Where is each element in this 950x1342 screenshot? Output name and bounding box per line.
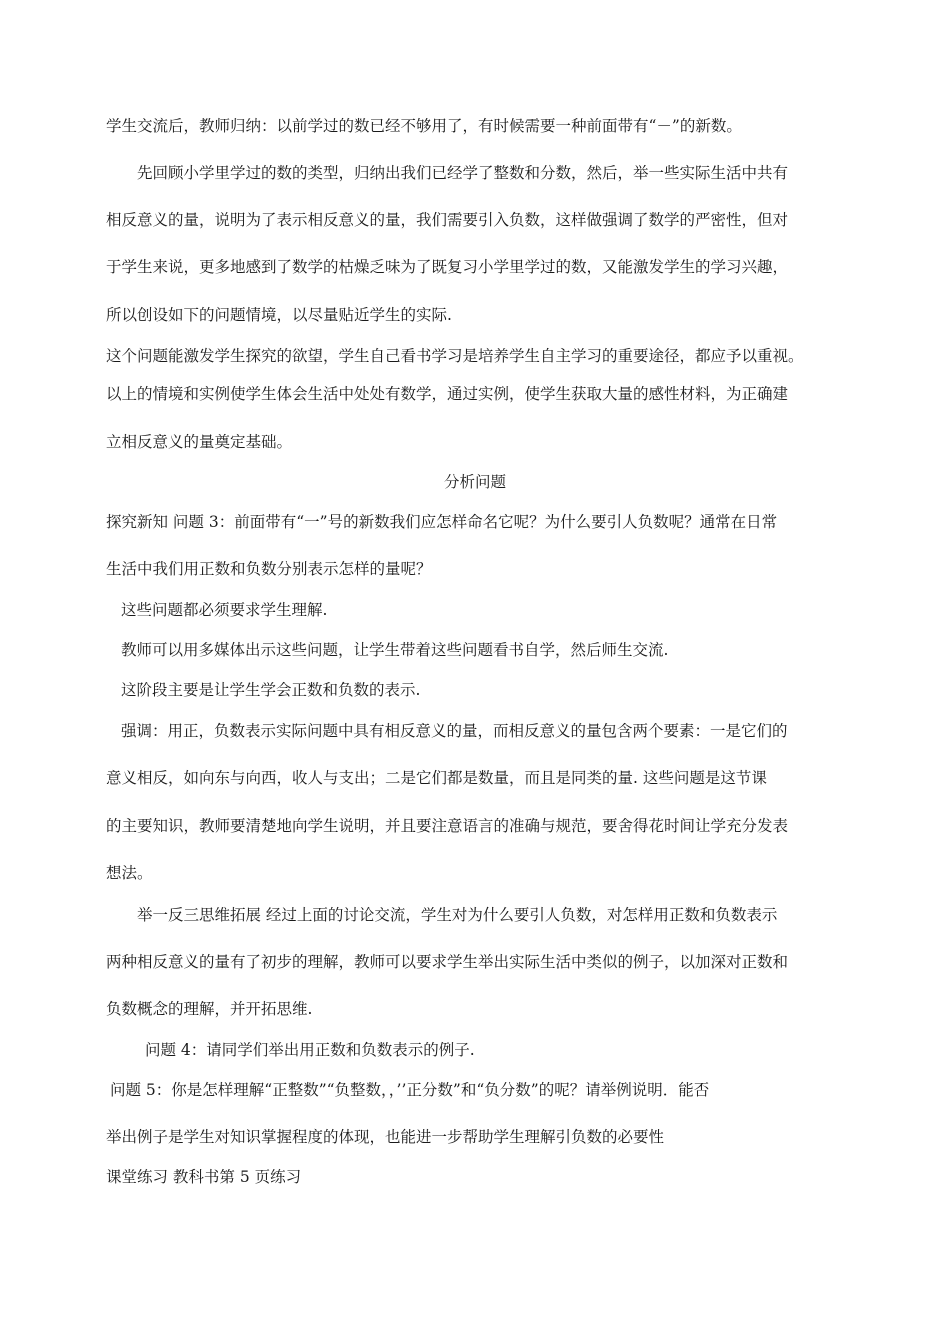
text-line: 于学生来说，更多地感到了数学的枯燥乏味为了既复习小学里学过的数，又能激发学生的学习兴趣， — [106, 258, 789, 276]
text-line: 生活中我们用正数和负数分别表示怎样的量呢？ — [106, 560, 432, 578]
text-line: 的主要知识，教师要清楚地向学生说明，并且要注意语言的准确与规范，要舍得花时间让学充分发表 — [106, 817, 789, 835]
text-line: 学生交流后，教师归纳：以前学过的数已经不够用了，有时候需要一种前面带有“－”的新数。 — [106, 117, 742, 135]
text-line: 先回顾小学里学过的数的类型，归纳出我们已经学了整数和分数，然后，举一些实际生活中共有 — [137, 164, 789, 182]
text-line: 举出例子是学生对知识掌握程度的体现，也能进一步帮助学生理解引负数的必要性 — [106, 1128, 665, 1146]
text-line: 所以创设如下的问题情境，以尽量贴近学生的实际. — [106, 306, 452, 324]
text-line: 强调：用正，负数表示实际问题中具有相反意义的量，而相反意义的量包含两个要素：一是它们的 — [121, 722, 788, 740]
text-line: 教师可以用多媒体出示这些问题，让学生带着这些问题看书自学，然后师生交流. — [121, 641, 669, 659]
text-line: 课堂练习 教科书第 5 页练习 — [106, 1168, 302, 1186]
text-line: 这阶段主要是让学生学会正数和负数的表示. — [121, 681, 421, 699]
text-line: 两种相反意义的量有了初步的理解，教师可以要求学生举出实际生活中类似的例子，以加深对正数和 — [106, 953, 789, 971]
text-line: 相反意义的量，说明为了表示相反意义的量，我们需要引入负数，这样做强调了数学的严密性，但对 — [106, 211, 789, 229]
text-line: 以上的情境和实例使学生体会生活中处处有数学，通过实例，使学生获取大量的感性材料，为正确建 — [106, 385, 789, 403]
section-heading: 分析问题 — [443, 473, 506, 491]
text-line: 问题 4：请同学们举出用正数和负数表示的例子. — [145, 1041, 475, 1059]
text-line: 意义相反，如向东与向西，收人与支出；二是它们都是数量，而且是同类的量. 这些问题是这节课 — [106, 769, 767, 787]
text-line: 举一反三思维拓展 经过上面的讨论交流，学生对为什么要引人负数，对怎样用正数和负数表示 — [137, 906, 778, 924]
text-line: 问题 5：你是怎样理解“正整数”“负整数，，’’正分数”和“负分数”的呢？请举例说明．能否 — [110, 1081, 710, 1099]
text-line: 想法。 — [106, 864, 153, 882]
text-line: 负数概念的理解，并开拓思维. — [106, 1000, 313, 1018]
text-line: 立相反意义的量奠定基础。 — [106, 433, 293, 451]
text-line: 这些问题都必须要求学生理解. — [121, 601, 328, 619]
text-line: 这个问题能激发学生探究的欲望，学生自己看书学习是培养学生自主学习的重要途径，都应予以重视。 — [106, 347, 804, 365]
text-line: 探究新知 问题 3：前面带有“一”号的新数我们应怎样命名它呢？为什么要引人负数呢？通常在日常 — [106, 513, 778, 531]
